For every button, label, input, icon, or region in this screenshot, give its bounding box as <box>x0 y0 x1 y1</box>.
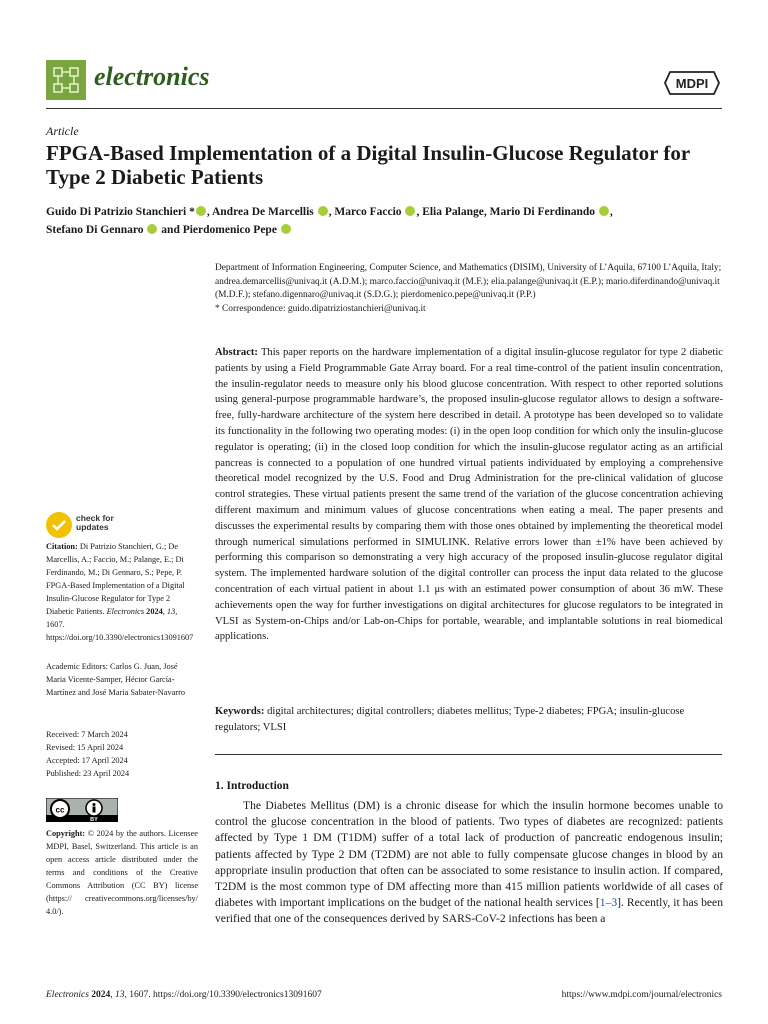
footer-journal: Electronics <box>46 990 89 1000</box>
header-divider <box>46 108 722 109</box>
footer-citation <box>46 990 322 1000</box>
keywords-divider <box>215 754 722 755</box>
copyright-label: Copyright: <box>46 829 86 838</box>
section-heading: 1. Introduction <box>215 780 289 792</box>
intro-paragraph: The Diabetes Mellitus (DM) is a chronic disease for which the insulin hormone becomes unable to control the glucose concentration in the blood of patients. Two types of diabetes are recognized: patients affected by Type 1 DM (T1DM) suffer of a total lack of production of pancreatic endogenous insulin; patients affected by Type 2 DM (T2DM) are not able to fully compensate glucose changes in blood by an appropriate insulin production that often can be associated to some resistance to insulin action. If compared, T2DM is the most common type of DM affecting more than 415 million patients worldwide of all cases of diabetes with important implications on the budget of the national health services [ <box>215 799 723 910</box>
received-date: Received: 7 March 2024 <box>46 730 128 739</box>
keywords <box>215 704 723 736</box>
keywords-label: Keywords: <box>215 706 265 717</box>
published-date: Published: 23 April 2024 <box>46 769 130 778</box>
author-name[interactable]: and Pierdomenico Pepe <box>158 224 277 236</box>
footer-volume: , 13 <box>110 990 125 1000</box>
reference-link[interactable]: 1–3 <box>599 896 618 910</box>
citation-doi[interactable]: , 1607. https://doi.org/10.3390/electronics13091607 <box>46 607 194 642</box>
citation-journal: Electronics <box>106 607 145 616</box>
revised-date: Revised: 15 April 2024 <box>46 743 124 752</box>
intro-paragraph-end: ]. Recently, it has been verified that one of the consequences derived by SARS-CoV-2 infections has been a <box>215 896 723 926</box>
accepted-date: Accepted: 17 April 2024 <box>46 756 128 765</box>
academic-editors: Academic Editors: Carlos G. Juan, José Maria Vicente-Samper, Héctor García-Martínez and José Maria Sabater-Navarro <box>46 662 185 697</box>
orcid-icon[interactable] <box>147 224 157 234</box>
publisher-name: MDPI <box>675 76 709 91</box>
orcid-icon[interactable] <box>405 206 415 216</box>
author-name[interactable]: , Elia Palange, Mario Di Ferdinando <box>416 206 596 218</box>
author-name[interactable]: Stefano Di Gennaro <box>46 224 144 236</box>
affiliations <box>215 262 725 316</box>
orcid-icon[interactable] <box>599 206 609 216</box>
mdpi-logo[interactable] <box>663 70 721 96</box>
author-name[interactable]: , Andrea De Marcellis <box>206 206 314 218</box>
journal-name[interactable]: electronics <box>94 62 210 91</box>
journal-logo <box>46 60 86 100</box>
svg-text:cc: cc <box>55 805 65 815</box>
abstract-label: Abstract: <box>215 347 258 358</box>
introduction-text <box>215 798 723 928</box>
footer-journal-url[interactable]: https://www.mdpi.com/journal/electronics <box>561 990 722 1000</box>
cc-by-license-icon[interactable] <box>46 798 118 822</box>
check-updates-label[interactable]: check for updates <box>76 513 114 532</box>
orcid-icon[interactable] <box>281 224 291 234</box>
article-title: FPGA-Based Implementation of a Digital Insulin-Glucose Regulator for Type 2 Diabetic Patients <box>46 141 690 189</box>
citation-volume: , 13 <box>162 607 176 616</box>
footer-doi[interactable]: , 1607. https://doi.org/10.3390/electronics13091607 <box>124 990 322 1000</box>
citation-year: 2024 <box>144 607 163 616</box>
orcid-icon[interactable] <box>196 206 206 216</box>
citation-block <box>46 540 198 644</box>
affiliation-text: Department of Information Engineering, Computer Science, and Mathematics (DISIM), University of L’Aquila, 67100 L’Aquila, Italy; andrea.demarcellis@univaq.it (A.D.M.); marco.faccio@univaq.it (M.F.); elia.palange@univaq.it (E.P.); mario.diferdinando@univaq.it (M.D.F.); stefano.digennaro@univaq.it (S.D.G.); pierdomenico.pepe@univaq.it (P.P.) <box>215 263 722 300</box>
article-type: Article <box>46 124 79 138</box>
abstract <box>215 345 723 645</box>
check-updates-icon[interactable] <box>46 512 72 538</box>
author-name[interactable]: Guido Di Patrizio Stanchieri * <box>46 206 195 218</box>
keywords-text: digital architectures; digital controllers; diabetes mellitus; Type-2 diabetes; FPGA; insulin-glucose regulators; VLSI <box>215 706 685 733</box>
cc-license-label: BY <box>90 817 98 822</box>
citation-label: Citation: <box>46 542 78 551</box>
author-list <box>46 203 726 239</box>
copyright-text: © 2024 by the authors. Licensee MDPI, Basel, Switzerland. This article is an open access article distributed under the terms and conditions of the Creative Commons Attribution (CC BY) license (https:// creativecommons.org/licenses/by/ 4.0/). <box>46 829 198 916</box>
publication-dates <box>46 728 198 780</box>
orcid-icon[interactable] <box>318 206 328 216</box>
author-name[interactable]: , Marco Faccio <box>328 206 402 218</box>
abstract-text: This paper reports on the hardware implementation of a digital insulin-glucose regulator for type 2 diabetic patients by using a Field Programmable Gate Array board. For a real time-control of the patient insulin concentration, the insulin-regulator needs to measure only his blood glucose concentration. With respect to other reported solutions using general-purpose programmable hardware’s, the proposed insulin-glucose regulator allows to design a software-free, fully-hardware architecture of the system here described in detail. A prototype has been developed so to validate its functionality in the following two operating modes: (i) in the open loop condition for which only the insulin-glucose regulator is operating; (ii) in the closed loop condition for which the insulin-glucose regulator acting as an artificial pancreas is connected to a population of one hundred virtual patients individuated by employing a comprehensive theoretical model recognized by the U.S. Food and Drug Administration for the pre-clinical validation of glucose control strategies. These virtual patients present the same trend of the variation of the glucose concentration achieving different maximum and minimum values of glucose concentrations when eating a meal. The paper presents and discusses the experimental results by comparing them with those ones obtained by implementing the theoretical model through numerical simulations performed in SIMULINK. Relative errors lower than ±1% have been achieved by performing this comparison so demonstrating a very high accuracy of the proposed insulin-glucose regulator digital system. The implemented hardware solution of the digital controller can process the input data related to the glucose concentration of each virtual patient in about 1.1 μs with an estimated power consumption of about 36 mW. These achievements open the way for further investigations on digital architectures for glucose regulators to be integrated in VLSI as System-on-Chips and/or Lab-on-Chips for portable, wearable, and implantable solutions in real biomedical applications. <box>215 347 723 643</box>
copyright-block <box>46 827 198 918</box>
citation-text: Di Patrizio Stanchieri, G.; De Marcellis, A.; Faccio, M.; Palange, E.; Di Ferdinando, M.; Di Gennaro, S.; Pepe, P. FPGA-Based Implementation of a Digital Insulin-Glucose Regulator for Type 2 Diabetic Patients. <box>46 542 185 616</box>
footer-year: 2024 <box>88 990 111 1000</box>
author-separator: , <box>609 206 613 218</box>
correspondence: * Correspondence: guido.dipatriziostanchieri@univaq.it <box>215 303 426 314</box>
